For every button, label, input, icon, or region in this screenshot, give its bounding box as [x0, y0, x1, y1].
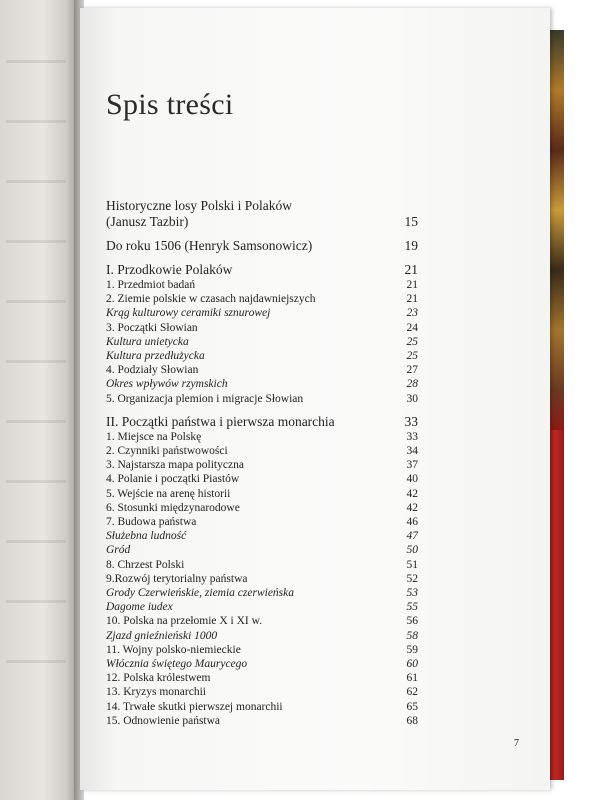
toc-entry-page: 24: [406, 321, 418, 334]
toc-entry: [106, 515, 418, 529]
toc-entry-title: Do roku 1506 (Henryk Samsonowicz): [106, 238, 313, 253]
toc-entry-page: 27: [406, 364, 418, 377]
toc-entry: [106, 472, 418, 486]
toc-entry-page: 50: [406, 544, 418, 557]
toc-entry-page: 51: [406, 558, 418, 571]
toc-entry: [106, 586, 418, 600]
toc-entry-title: 14. Trwałe skutki pierwszej monarchii: [106, 700, 283, 713]
toc-entry-page: 37: [406, 459, 418, 472]
toc-entry-page: 21: [406, 279, 418, 291]
toc-entry-page: 58: [406, 629, 418, 642]
toc-entry-title: 5. Wejście na arenę historii: [106, 487, 231, 500]
left-page-edge: [0, 0, 78, 800]
toc-spacer: [106, 406, 418, 414]
toc-section-entry: [106, 238, 418, 254]
toc-entry-page: 56: [406, 615, 418, 628]
toc-entry-title: Gród: [106, 544, 131, 557]
toc-entry-page: 59: [406, 643, 418, 656]
toc-entry-title: 12. Polska królestwem: [106, 672, 211, 685]
toc-entry-title: Grody Czerwieńskie, ziemia czerwieńska: [106, 587, 295, 600]
toc-entry-title: Kultura unietycka: [106, 335, 189, 348]
toc-entry-page: 42: [406, 487, 418, 500]
toc-entry-title: 3. Początki Słowian: [106, 321, 198, 334]
toc-entry: [106, 278, 418, 292]
toc-entry-title: I. Przodkowie Polaków: [106, 262, 233, 277]
toc-entry: [106, 306, 418, 320]
toc-entry-title: 8. Chrzest Polski: [106, 558, 185, 571]
toc-entry: [106, 714, 418, 728]
toc-entry-title: Okres wpływów rzymskich: [106, 378, 228, 391]
toc-entry-page: 52: [406, 572, 418, 585]
toc-entry: [106, 444, 418, 458]
toc-entry-page: 30: [406, 392, 418, 405]
toc-entry-title: Krąg kulturowy ceramiki sznurowej: [106, 307, 271, 320]
toc-entry-title: 9.Rozwój terytorialny państwa: [106, 572, 248, 585]
toc-entry-page: 46: [406, 516, 418, 529]
toc-entry-title: Dagome iudex: [106, 601, 173, 614]
toc-entry-title: Służebna ludność: [106, 530, 187, 543]
toc-entry: [106, 335, 418, 349]
toc-entry-title: 4. Podziały Słowian: [106, 364, 199, 377]
toc-entry: [106, 501, 418, 515]
toc-entry-page: 61: [406, 672, 418, 685]
toc-entry-title: Kultura przedłużycka: [106, 350, 205, 363]
page-title: Spis treści: [106, 88, 234, 121]
toc-entry-page: 21: [406, 293, 418, 306]
toc-section-entry: [106, 214, 418, 230]
toc-entry: [106, 529, 418, 543]
toc-entry: [106, 321, 418, 335]
toc-entry-title: (Janusz Tazbir): [106, 214, 189, 229]
toc-entry-page: 53: [406, 587, 418, 600]
toc-entry-page: 33: [406, 430, 418, 443]
toc-section-entry: [106, 262, 418, 278]
toc-entry-title: Historyczne losy Polski i Polaków: [106, 198, 292, 213]
toc-entry-title: 1. Przedmiot badań: [106, 279, 196, 291]
toc-entry-page: 34: [406, 445, 418, 458]
table-of-contents: [106, 198, 418, 728]
toc-entry-title: 7. Budowa państwa: [106, 516, 197, 529]
toc-entry-title: 2. Ziemie polskie w czasach najdawniejszych: [106, 293, 316, 306]
toc-entry-title: 6. Stosunki międzynarodowe: [106, 501, 240, 514]
toc-entry-page: 33: [404, 413, 418, 429]
toc-entry-title: 3. Najstarsza mapa polityczna: [106, 459, 244, 472]
toc-entry-title: Włócznia świętego Maurycego: [106, 658, 248, 671]
toc-entry-title: 10. Polska na przełomie X i XI w.: [106, 615, 263, 628]
toc-entry: [106, 600, 418, 614]
toc-entry: [106, 643, 418, 657]
toc-entry-title: 4. Polanie i początki Piastów: [106, 473, 240, 486]
toc-entry-page: 25: [406, 335, 418, 348]
cover-art-strip: [548, 30, 564, 430]
toc-entry-page: 23: [406, 307, 418, 320]
toc-entry-page: 62: [406, 686, 418, 699]
toc-entry-page: 47: [406, 530, 418, 543]
toc-section-entry: [106, 414, 418, 430]
toc-entry: [106, 657, 418, 671]
toc-entry-page: 65: [406, 700, 418, 713]
toc-entry: [106, 558, 418, 572]
toc-entry: [106, 685, 418, 699]
toc-entry: [106, 363, 418, 377]
toc-entry: [106, 377, 418, 391]
toc-entry: [106, 430, 418, 444]
toc-entry-title: 5. Organizacja plemion i migracje Słowian: [106, 392, 304, 405]
toc-entry: [106, 292, 418, 306]
toc-section-entry: [106, 198, 418, 214]
toc-entry-title: 13. Kryzys monarchii: [106, 686, 206, 699]
toc-entry-title: II. Początki państwa i pierwsza monarchia: [106, 413, 335, 429]
toc-entry-page: 28: [406, 378, 418, 391]
page-number: 7: [514, 738, 519, 749]
toc-entry: [106, 487, 418, 501]
toc-entry-page: 40: [406, 473, 418, 486]
toc-entry-page: 21: [404, 262, 418, 277]
toc-entry: [106, 629, 418, 643]
toc-entry-title: 1. Miejsce na Polskę: [106, 430, 202, 443]
toc-entry-page: 42: [406, 501, 418, 514]
toc-entry: [106, 392, 418, 406]
toc-entry: [106, 671, 418, 685]
toc-entry-page: 15: [404, 214, 418, 229]
toc-entry: [106, 543, 418, 557]
toc-entry: [106, 700, 418, 714]
toc-entry-title: Zjazd gnieźnieński 1000: [106, 629, 218, 642]
toc-entry-title: 11. Wojny polsko-niemieckie: [106, 643, 241, 656]
toc-entry: [106, 572, 418, 586]
toc-entry-page: 68: [406, 714, 418, 727]
toc-entry-page: 25: [406, 350, 418, 363]
toc-entry-page: 19: [404, 238, 418, 253]
toc-entry-page: 60: [406, 658, 418, 671]
toc-entry-title: 2. Czynniki państwowości: [106, 445, 228, 458]
toc-entry: [106, 349, 418, 363]
toc-entry-page: 55: [406, 601, 418, 614]
toc-entry: [106, 458, 418, 472]
toc-spacer: [106, 254, 418, 262]
toc-entry-title: 15. Odnowienie państwa: [106, 714, 221, 727]
toc-spacer: [106, 230, 418, 238]
toc-entry: [106, 614, 418, 628]
